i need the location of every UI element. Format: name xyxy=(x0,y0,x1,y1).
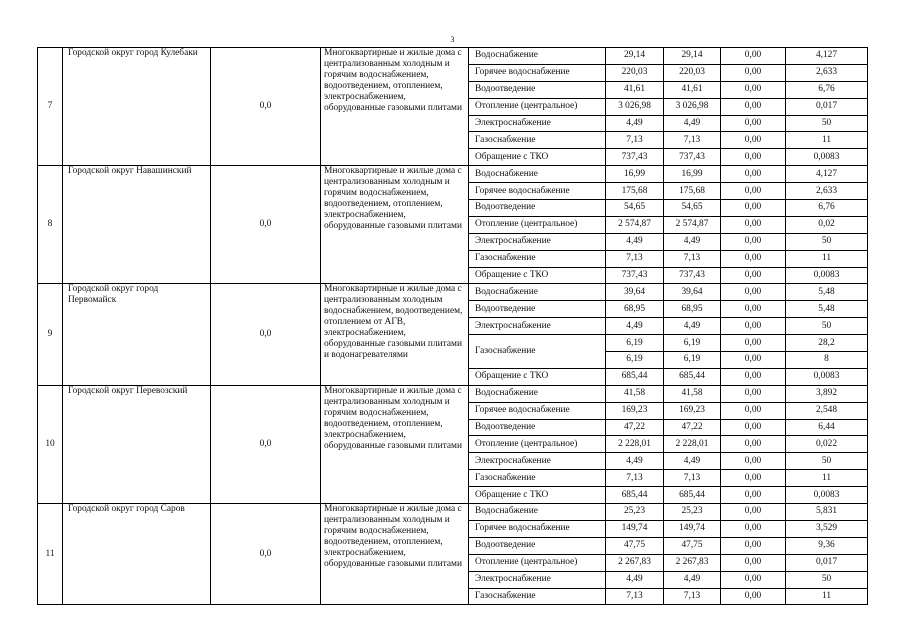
service-value-3: 0,00 xyxy=(721,368,786,385)
service-norm: 50 xyxy=(786,115,868,132)
service-value-1: 6,19 xyxy=(606,352,664,369)
service-name: Газоснабжение xyxy=(469,132,606,149)
service-norm: 50 xyxy=(786,571,868,588)
row-number: 9 xyxy=(38,284,63,385)
service-value-1: 149,74 xyxy=(606,520,664,537)
municipality-name: Городской округ Навашинский xyxy=(63,166,211,284)
service-norm: 6,44 xyxy=(786,419,868,436)
tariff-value: 0,0 xyxy=(211,166,321,284)
municipality-name: Городской округ город Первомайск xyxy=(63,284,211,385)
service-value-2: 25,23 xyxy=(664,504,721,521)
service-value-2: 685,44 xyxy=(664,487,721,504)
service-value-3: 0,00 xyxy=(721,301,786,318)
service-value-2: 6,19 xyxy=(664,352,721,369)
service-value-1: 4,49 xyxy=(606,453,664,470)
service-value-1: 737,43 xyxy=(606,149,664,166)
service-norm: 5,831 xyxy=(786,504,868,521)
service-value-2: 4,49 xyxy=(664,571,721,588)
service-value-2: 737,43 xyxy=(664,267,721,284)
service-value-1: 3 026,98 xyxy=(606,98,664,115)
service-value-2: 169,23 xyxy=(664,402,721,419)
service-value-2: 4,49 xyxy=(664,115,721,132)
row-number: 10 xyxy=(38,385,63,503)
service-value-1: 4,49 xyxy=(606,571,664,588)
page-number: 3 xyxy=(450,35,455,44)
service-value-2: 737,43 xyxy=(664,149,721,166)
service-norm: 0,0083 xyxy=(786,368,868,385)
service-value-3: 0,00 xyxy=(721,504,786,521)
service-value-1: 4,49 xyxy=(606,318,664,335)
service-value-2: 2 267,83 xyxy=(664,554,721,571)
service-value-1: 220,03 xyxy=(606,64,664,81)
housing-description: Многоквартирные и жилые дома с централизованным холодным водоснабжением, водоотведением, отоплением от АГВ, электроснабжением, оборудованные газовыми плитами и водонагревателями xyxy=(321,284,469,385)
service-value-2: 47,22 xyxy=(664,419,721,436)
service-value-1: 2 228,01 xyxy=(606,436,664,453)
service-norm: 28,2 xyxy=(786,335,868,352)
service-norm: 50 xyxy=(786,318,868,335)
table-row xyxy=(38,284,868,301)
service-value-3: 0,00 xyxy=(721,250,786,267)
service-value-1: 2 267,83 xyxy=(606,554,664,571)
tariff-table xyxy=(37,47,868,605)
row-number: 7 xyxy=(38,48,63,166)
row-number: 11 xyxy=(38,504,63,605)
housing-description: Многоквартирные и жилые дома с централизованным холодным и горячим водоснабжением, водоотведением, отоплением, электроснабжением, оборудованные газовыми плитами xyxy=(321,48,469,166)
service-name: Электроснабжение xyxy=(469,453,606,470)
service-norm: 11 xyxy=(786,250,868,267)
service-name: Электроснабжение xyxy=(469,318,606,335)
service-value-1: 25,23 xyxy=(606,504,664,521)
service-value-1: 7,13 xyxy=(606,588,664,605)
service-name: Водоотведение xyxy=(469,537,606,554)
service-value-3: 0,00 xyxy=(721,453,786,470)
service-value-3: 0,00 xyxy=(721,64,786,81)
service-norm: 11 xyxy=(786,588,868,605)
service-value-3: 0,00 xyxy=(721,419,786,436)
service-norm: 5,48 xyxy=(786,284,868,301)
service-value-2: 3 026,98 xyxy=(664,98,721,115)
service-name: Водоснабжение xyxy=(469,385,606,402)
housing-description: Многоквартирные и жилые дома с централизованным холодным и горячим водоснабжением, водоотведением, отоплением, электроснабжением, оборудованные газовыми плитами xyxy=(321,504,469,605)
service-norm: 4,127 xyxy=(786,48,868,65)
service-value-2: 47,75 xyxy=(664,537,721,554)
service-name: Водоснабжение xyxy=(469,504,606,521)
service-value-2: 16,99 xyxy=(664,166,721,183)
table-row xyxy=(38,385,868,402)
service-value-2: 54,65 xyxy=(664,200,721,217)
service-value-3: 0,00 xyxy=(721,402,786,419)
service-name: Горячее водоснабжение xyxy=(469,520,606,537)
service-value-1: 16,99 xyxy=(606,166,664,183)
service-name: Водоснабжение xyxy=(469,166,606,183)
service-name: Водоотведение xyxy=(469,419,606,436)
service-value-3: 0,00 xyxy=(721,132,786,149)
service-value-3: 0,00 xyxy=(721,470,786,487)
service-name: Отопление (центральное) xyxy=(469,216,606,233)
service-value-3: 0,00 xyxy=(721,166,786,183)
service-value-2: 41,61 xyxy=(664,81,721,98)
service-value-1: 169,23 xyxy=(606,402,664,419)
service-value-1: 41,61 xyxy=(606,81,664,98)
service-value-1: 47,75 xyxy=(606,537,664,554)
service-value-1: 54,65 xyxy=(606,200,664,217)
service-norm: 3,892 xyxy=(786,385,868,402)
service-value-2: 2 228,01 xyxy=(664,436,721,453)
service-name: Электроснабжение xyxy=(469,571,606,588)
service-name: Газоснабжение xyxy=(469,470,606,487)
service-value-1: 2 574,87 xyxy=(606,216,664,233)
service-norm: 0,022 xyxy=(786,436,868,453)
tariff-value: 0,0 xyxy=(211,284,321,385)
service-norm: 11 xyxy=(786,470,868,487)
service-value-2: 149,74 xyxy=(664,520,721,537)
service-value-1: 7,13 xyxy=(606,132,664,149)
service-value-3: 0,00 xyxy=(721,520,786,537)
service-value-2: 6,19 xyxy=(664,335,721,352)
service-value-1: 29,14 xyxy=(606,48,664,65)
service-value-3: 0,00 xyxy=(721,149,786,166)
service-value-2: 7,13 xyxy=(664,588,721,605)
service-norm: 9,36 xyxy=(786,537,868,554)
tariff-value: 0,0 xyxy=(211,385,321,503)
service-value-1: 47,22 xyxy=(606,419,664,436)
service-value-2: 7,13 xyxy=(664,250,721,267)
service-value-3: 0,00 xyxy=(721,216,786,233)
service-value-2: 39,64 xyxy=(664,284,721,301)
service-value-3: 0,00 xyxy=(721,81,786,98)
municipality-name: Городской округ Перевозский xyxy=(63,385,211,503)
service-value-2: 2 574,87 xyxy=(664,216,721,233)
table-row xyxy=(38,48,868,65)
service-value-2: 4,49 xyxy=(664,233,721,250)
service-norm: 8 xyxy=(786,352,868,369)
service-name: Отопление (центральное) xyxy=(469,98,606,115)
service-norm: 0,0083 xyxy=(786,267,868,284)
service-value-3: 0,00 xyxy=(721,554,786,571)
municipality-name: Городской округ город Саров xyxy=(63,504,211,605)
service-value-1: 68,95 xyxy=(606,301,664,318)
service-value-3: 0,00 xyxy=(721,183,786,200)
service-norm: 4,127 xyxy=(786,166,868,183)
service-value-1: 6,19 xyxy=(606,335,664,352)
table-row xyxy=(38,504,868,521)
service-name: Электроснабжение xyxy=(469,115,606,132)
service-name: Водоснабжение xyxy=(469,284,606,301)
service-norm: 6,76 xyxy=(786,81,868,98)
service-norm: 2,633 xyxy=(786,183,868,200)
service-name: Обращение с ТКО xyxy=(469,267,606,284)
service-value-1: 4,49 xyxy=(606,233,664,250)
service-value-2: 68,95 xyxy=(664,301,721,318)
service-value-1: 175,68 xyxy=(606,183,664,200)
service-name: Обращение с ТКО xyxy=(469,487,606,504)
service-norm: 0,0083 xyxy=(786,149,868,166)
tariff-value: 0,0 xyxy=(211,48,321,166)
service-value-3: 0,00 xyxy=(721,537,786,554)
service-value-1: 4,49 xyxy=(606,115,664,132)
service-norm: 2,633 xyxy=(786,64,868,81)
housing-description: Многоквартирные и жилые дома с централизованным холодным и горячим водоснабжением, водоотведением, отоплением, электроснабжением, оборудованные газовыми плитами xyxy=(321,166,469,284)
service-name: Горячее водоснабжение xyxy=(469,64,606,81)
service-norm: 5,48 xyxy=(786,301,868,318)
housing-description: Многоквартирные и жилые дома с централизованным холодным и горячим водоснабжением, водоотведением, отоплением, электроснабжением, оборудованные газовыми плитами xyxy=(321,385,469,503)
service-value-1: 41,58 xyxy=(606,385,664,402)
service-value-3: 0,00 xyxy=(721,352,786,369)
service-value-3: 0,00 xyxy=(721,267,786,284)
service-norm: 0,017 xyxy=(786,98,868,115)
table-row xyxy=(38,166,868,183)
service-value-2: 41,58 xyxy=(664,385,721,402)
service-value-2: 4,49 xyxy=(664,318,721,335)
service-value-3: 0,00 xyxy=(721,487,786,504)
table-body xyxy=(38,48,868,605)
service-value-2: 220,03 xyxy=(664,64,721,81)
service-value-1: 39,64 xyxy=(606,284,664,301)
service-norm: 0,017 xyxy=(786,554,868,571)
service-value-3: 0,00 xyxy=(721,115,786,132)
service-value-3: 0,00 xyxy=(721,233,786,250)
service-value-2: 685,44 xyxy=(664,368,721,385)
service-value-3: 0,00 xyxy=(721,571,786,588)
service-value-1: 7,13 xyxy=(606,470,664,487)
service-value-2: 7,13 xyxy=(664,470,721,487)
service-name: Обращение с ТКО xyxy=(469,149,606,166)
service-name: Газоснабжение xyxy=(469,335,606,369)
service-name: Водоснабжение xyxy=(469,48,606,65)
service-value-2: 7,13 xyxy=(664,132,721,149)
service-name: Электроснабжение xyxy=(469,233,606,250)
service-norm: 0,0083 xyxy=(786,487,868,504)
service-norm: 2,548 xyxy=(786,402,868,419)
service-value-1: 685,44 xyxy=(606,487,664,504)
tariff-value: 0,0 xyxy=(211,504,321,605)
service-value-3: 0,00 xyxy=(721,98,786,115)
service-name: Отопление (центральное) xyxy=(469,554,606,571)
municipality-name: Городской округ город Кулебаки xyxy=(63,48,211,166)
service-norm: 3,529 xyxy=(786,520,868,537)
service-norm: 11 xyxy=(786,132,868,149)
service-name: Водоотведение xyxy=(469,200,606,217)
service-name: Газоснабжение xyxy=(469,250,606,267)
service-value-2: 4,49 xyxy=(664,453,721,470)
service-norm: 6,76 xyxy=(786,200,868,217)
service-name: Горячее водоснабжение xyxy=(469,402,606,419)
service-name: Водоотведение xyxy=(469,301,606,318)
service-value-3: 0,00 xyxy=(721,588,786,605)
service-value-1: 685,44 xyxy=(606,368,664,385)
service-name: Горячее водоснабжение xyxy=(469,183,606,200)
service-norm: 50 xyxy=(786,233,868,250)
service-value-1: 7,13 xyxy=(606,250,664,267)
service-value-3: 0,00 xyxy=(721,385,786,402)
service-value-3: 0,00 xyxy=(721,200,786,217)
service-name: Газоснабжение xyxy=(469,588,606,605)
service-name: Водоотведение xyxy=(469,81,606,98)
service-value-3: 0,00 xyxy=(721,335,786,352)
service-value-2: 29,14 xyxy=(664,48,721,65)
service-value-3: 0,00 xyxy=(721,48,786,65)
row-number: 8 xyxy=(38,166,63,284)
service-name: Отопление (центральное) xyxy=(469,436,606,453)
service-value-3: 0,00 xyxy=(721,318,786,335)
service-name: Обращение с ТКО xyxy=(469,368,606,385)
service-value-3: 0,00 xyxy=(721,284,786,301)
service-value-1: 737,43 xyxy=(606,267,664,284)
service-norm: 0,02 xyxy=(786,216,868,233)
service-norm: 50 xyxy=(786,453,868,470)
service-value-3: 0,00 xyxy=(721,436,786,453)
service-value-2: 175,68 xyxy=(664,183,721,200)
